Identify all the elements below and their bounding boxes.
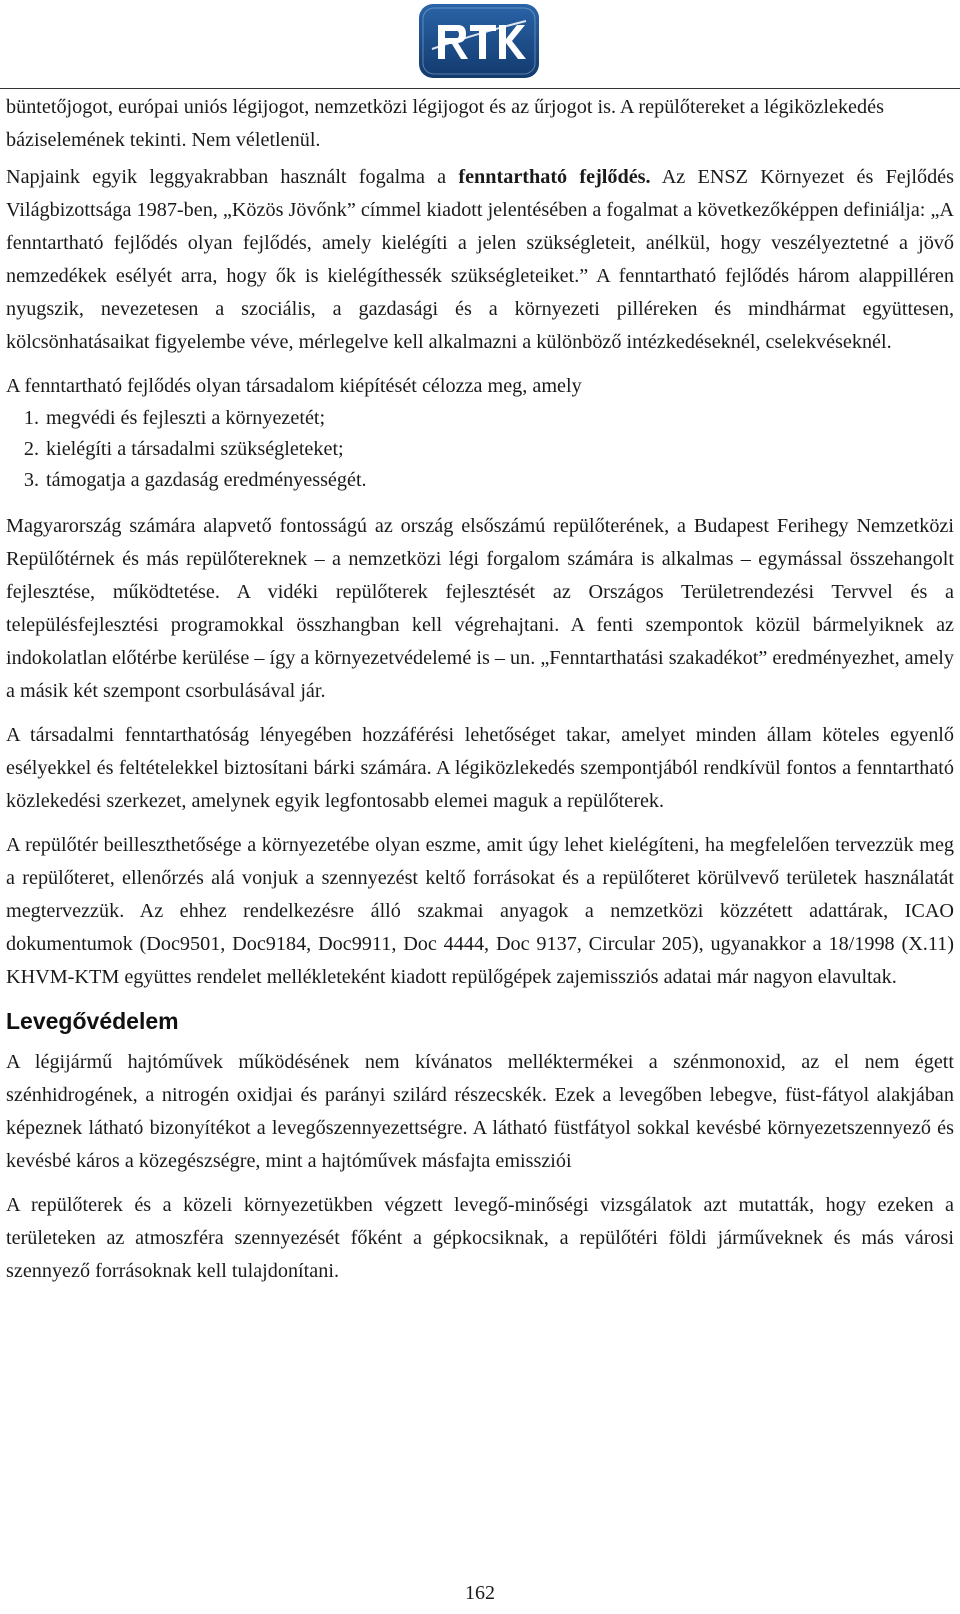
list-number: 2.: [23, 438, 39, 460]
list-item: [6, 403, 954, 434]
list-item: [6, 434, 954, 465]
list-item-text: megvédi és fejleszti a környezetét;: [46, 407, 326, 429]
paragraph-text: Az ENSZ Környezet és Fejlődés Világbizottsága 1987-ben, „Közös Jövőnk” címmel kiadott jelentésében a fogalmat a következőképpen definiálja: „A fenntartható fejlődés olyan fejlődés, amely kielégíti a jelen szükségleteit, anélkül, hogy veszélyeztetné a jövő nemzedékek esélyét arra, hogy ők is kielégíthessék szükségleteiket.” A fenntartható fejlődés három alappilléren nyugszik, nevezetesen a szociális, a gazdasági és a környezeti pilléreken és mindhármat együttesen, kölcsönhatásaikat figyelembe véve, mérlegelve kell alkalmazni a különböző intézkedéseknél, cselekvéseknél.: [6, 166, 954, 353]
paragraph-social-sustainability: A társadalmi fenntarthatóság lényegében hozzáférési lehetőséget takar, amelyet minden állam köteles egyenlő esélyekkel és feltételekkel biztosítani bárki számára. A légiközlekedés szempontjából rendkívül fontos a fenntartható közlekedési szerkezet, amelynek egyik legfontosabb elemei maguk a repülőterek.: [6, 724, 954, 812]
paragraph-list-intro: A fenntartható fejlődés olyan társadalom kiépítését célozza meg, amely: [6, 375, 582, 397]
paragraph-intro: büntetőjogot, európai uniós légijogot, nemzetközi légijogot és az űrjogot is. A repülőtereket a légiközlekedés báziselemének tekinti. Nem véletlenül.: [6, 96, 884, 151]
list-item-text: kielégíti a társadalmi szükségleteket;: [46, 438, 344, 460]
list-number: 3.: [23, 469, 39, 491]
paragraph-hungary-airports: Magyarország számára alapvető fontosságú az ország elsőszámú repülőterének, a Budapest Ferihegy Nemzetközi Repülőtérnek és más repülőtereknek – a nemzetközi légi forgalom számára is alkalmas – egymással összehangolt fejlesztése, működtetése. A vidéki repülőterek fejlesztését az Országos Területrendezési Tervvel és a településfejlesztési programokkal összhangban kell végrehajtani. A fenti szempontok közül bármelyiknek az indokolatlan előtérbe kerülése – így a környezetvédelemé is – un. „Fenntarthatási szakadékot” eredményezhet, amely a másik két szempont csorbulásával jár.: [6, 515, 954, 702]
paragraph-air-quality: A repülőterek és a közeli környezetükben végzett levegő-minőségi vizsgálatok azt mutatták, hogy ezeken a területeken az atmoszféra szennyezését főként a gépkocsiknak, a repülőtéri földi járműveknek és más városi szennyező forrásoknak kell tulajdonítani.: [6, 1194, 954, 1282]
list-number: 1.: [23, 407, 39, 429]
page-number: 162: [465, 1582, 495, 1604]
numbered-list: [6, 403, 954, 496]
page-content: [6, 91, 954, 1299]
rtk-logo: [418, 3, 540, 79]
paragraph-text: Napjaink egyik leggyakrabban használt fogalma a: [6, 166, 459, 188]
list-item: [6, 465, 954, 496]
paragraph-sustainable-development: [6, 161, 954, 359]
bold-term: fenntartható fejlődés.: [458, 166, 651, 188]
list-item-text: támogatja a gazdaság eredményességét.: [46, 469, 367, 491]
paragraph-airport-integration: A repülőtér beilleszthetősége a környezetébe olyan eszme, amit úgy lehet kielégíteni, ha megfelelően tervezzük meg a repülőteret, ellenőrzés alá vonjuk a szennyezést keltő forrásokat és a repülőteret körülvevő területek használatát megtervezzük. Az ehhez rendelkezésre álló szakmai anyagok a nemzetközi közzétett adattárak, ICAO dokumentumok (Doc9501, Doc9184, Doc9911, Doc 4444, Doc 9137, Circular 205), ugyanakkor a 18/1998 (X.11) KHVM-KTM együttes rendelet mellékleteként kiadott repülőgépek zajemissziós adatai már nagyon elavultak.: [6, 834, 954, 988]
paragraph-engine-emissions: A légijármű hajtóművek működésének nem kívánatos melléktermékei a szénmonoxid, az el nem égett szénhidrogének, a nitrogén oxidjai és parányi szilárd részecskék. Ezek a levegőben lebegve, füst-fátyol alakjában képeznek látható bizonyítékot a levegőszennyezettségre. A látható füstfátyol sokkal kevésbé környezetszennyező és kevésbé káros a közegészségre, mint a hajtóművek másfajta emissziói: [6, 1051, 954, 1172]
rtk-logo-graphic: [418, 3, 540, 79]
section-heading: Levegővédelem: [6, 1008, 179, 1034]
header-rule: [0, 88, 960, 89]
